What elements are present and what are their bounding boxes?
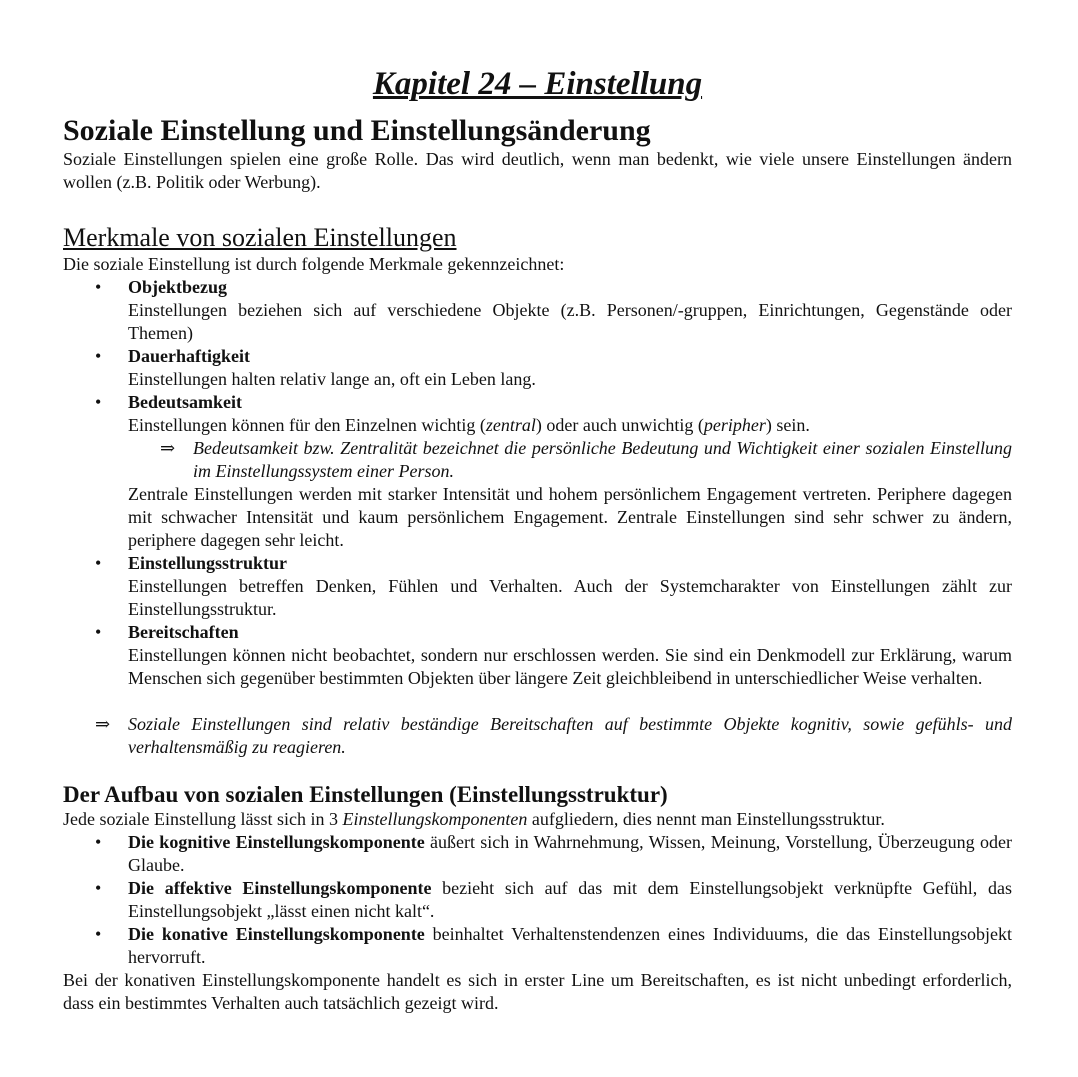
features-list-continued [63, 552, 1012, 690]
component-text [128, 877, 1012, 923]
bedeutsamkeit-extra-block [63, 483, 1012, 552]
components-list [63, 831, 1012, 969]
component-label: Die konative Einstellungskomponente [128, 924, 425, 944]
feature-label: Bereitschaften [128, 622, 239, 642]
feature-text: Einstellungen können nicht beobachtet, sondern nur erschlossen werden. Sie sind ein Denkmodell zur Erklärung, warum Menschen sich gegenüber bestimmten Objekten über längere Zeit gleichbleibend in unterschiedlicher Weise verhalten. [128, 645, 1012, 688]
component-label: Die kognitive Einstellungskomponente [128, 832, 425, 852]
component-item-affektiv [63, 877, 1012, 923]
term-einstellungskomponenten: Einstellungskomponenten [342, 809, 528, 829]
feature-item-bereitschaften [63, 621, 1012, 690]
bedeutsamkeit-extra: Zentrale Einstellungen werden mit starker Intensität und hohem persönlichem Engagement vertreten. Periphere dagegen mit schwacher Intensität und kaum persönlichem Engagement. Zentrale Einstellungen sind sehr schwer zu ändern, periphere dagegen sehr leicht. [128, 484, 1012, 550]
document-page [63, 62, 1012, 1015]
feature-label: Objektbezug [128, 277, 227, 297]
component-description: beinhaltet Verhaltenstendenzen eines Individuums, die das Einstellungsobjekt hervorruft. [128, 924, 1012, 967]
bullet-icon: • [95, 832, 102, 852]
structure-intro [63, 808, 1012, 831]
feature-item-dauerhaftigkeit [63, 345, 1012, 391]
feature-text: Einstellungen beziehen sich auf verschiedene Objekte (z.B. Personen/-gruppen, Einrichtungen, Gegenstände oder Themen) [128, 300, 1012, 343]
component-item-konativ [63, 923, 1012, 969]
component-description: äußert sich in Wahrnehmung, Wissen, Meinung, Vorstellung, Überzeugung oder Glaube. [128, 832, 1012, 875]
structure-intro-part: Jede soziale Einstellung lässt sich in 3 [63, 809, 343, 829]
features-intro: Die soziale Einstellung ist durch folgende Merkmale gekennzeichnet: [63, 254, 565, 274]
feature-text [128, 414, 1012, 437]
bullet-icon: • [95, 924, 102, 944]
feature-item-bedeutsamkeit [63, 391, 1012, 437]
feature-label: Dauerhaftigkeit [128, 346, 250, 366]
bedeutsamkeit-definition: Bedeutsamkeit bzw. Zentralität bezeichnet die persönliche Bedeutung und Wichtigkeit einer sozialen Einstellung im Einstellungssystem einer Person. [193, 438, 1012, 481]
structure-closing: Bei der konativen Einstellungskomponente handelt es sich in erster Line um Bereitschaften, es ist nicht unbedingt erforderlich, dass ein bestimmtes Verhalten auch tatsächlich gezeigt wird. [63, 970, 1012, 1013]
bullet-icon: • [95, 622, 102, 642]
bullet-icon: • [95, 392, 102, 412]
section-intro-paragraph: Soziale Einstellungen spielen eine große Rolle. Das wird deutlich, wenn man bedenkt, wie viele unsere Einstellungen ändern wollen (z.B. Politik oder Werbung). [63, 149, 1012, 192]
term-zentral: zentral [485, 415, 536, 435]
bedeutsamkeit-note [63, 437, 1012, 483]
component-description: bezieht sich auf das mit dem Einstellungsobjekt verknüpfte Gefühl, das Einstellungsobjekt „lässt einen nicht kalt“. [128, 878, 1012, 921]
feature-label: Einstellungsstruktur [128, 553, 288, 573]
structure-intro-part: aufgliedern, dies nennt man Einstellungsstruktur. [527, 809, 885, 829]
feature-text: Einstellungen halten relativ lange an, oft ein Leben lang. [128, 369, 536, 389]
features-summary [63, 713, 1012, 759]
bullet-icon: • [95, 346, 102, 366]
bullet-icon: • [95, 878, 102, 898]
feature-text-part: ) oder auch unwichtig ( [535, 415, 704, 435]
summary-definition: Soziale Einstellungen sind relativ beständige Bereitschaften auf bestimmte Objekte kognitiv, sowie gefühls- und verhaltensmäßig zu reagieren. [128, 714, 1012, 757]
implication-arrow-icon: ⇒ [160, 438, 176, 458]
chapter-title: Kapitel 24 – Einstellung [372, 66, 703, 102]
component-text [128, 831, 1012, 877]
subsection-heading-features: Merkmale von sozialen Einstellungen [63, 223, 457, 252]
feature-label: Bedeutsamkeit [128, 392, 242, 412]
bullet-icon: • [95, 277, 102, 297]
section-heading-structure: Der Aufbau von sozialen Einstellungen (Einstellungsstruktur) [63, 782, 668, 807]
implication-arrow-icon: ⇒ [95, 714, 111, 734]
section-heading-social-attitude: Soziale Einstellung und Einstellungsänderung [63, 114, 651, 147]
feature-item-einstellungsstruktur [63, 552, 1012, 621]
component-label: Die affektive Einstellungskomponente [128, 878, 432, 898]
component-item-kognitiv [63, 831, 1012, 877]
bullet-icon: • [95, 553, 102, 573]
feature-text-part: ) sein. [765, 415, 810, 435]
feature-text-part: Einstellungen können für den Einzelnen wichtig ( [128, 415, 486, 435]
feature-item-objektbezug [63, 276, 1012, 345]
feature-text: Einstellungen betreffen Denken, Fühlen und Verhalten. Auch der Systemcharakter von Einstellungen zählt zur Einstellungsstruktur. [128, 576, 1012, 619]
component-text [128, 923, 1012, 969]
term-peripher: peripher [703, 415, 766, 435]
features-list [63, 276, 1012, 437]
